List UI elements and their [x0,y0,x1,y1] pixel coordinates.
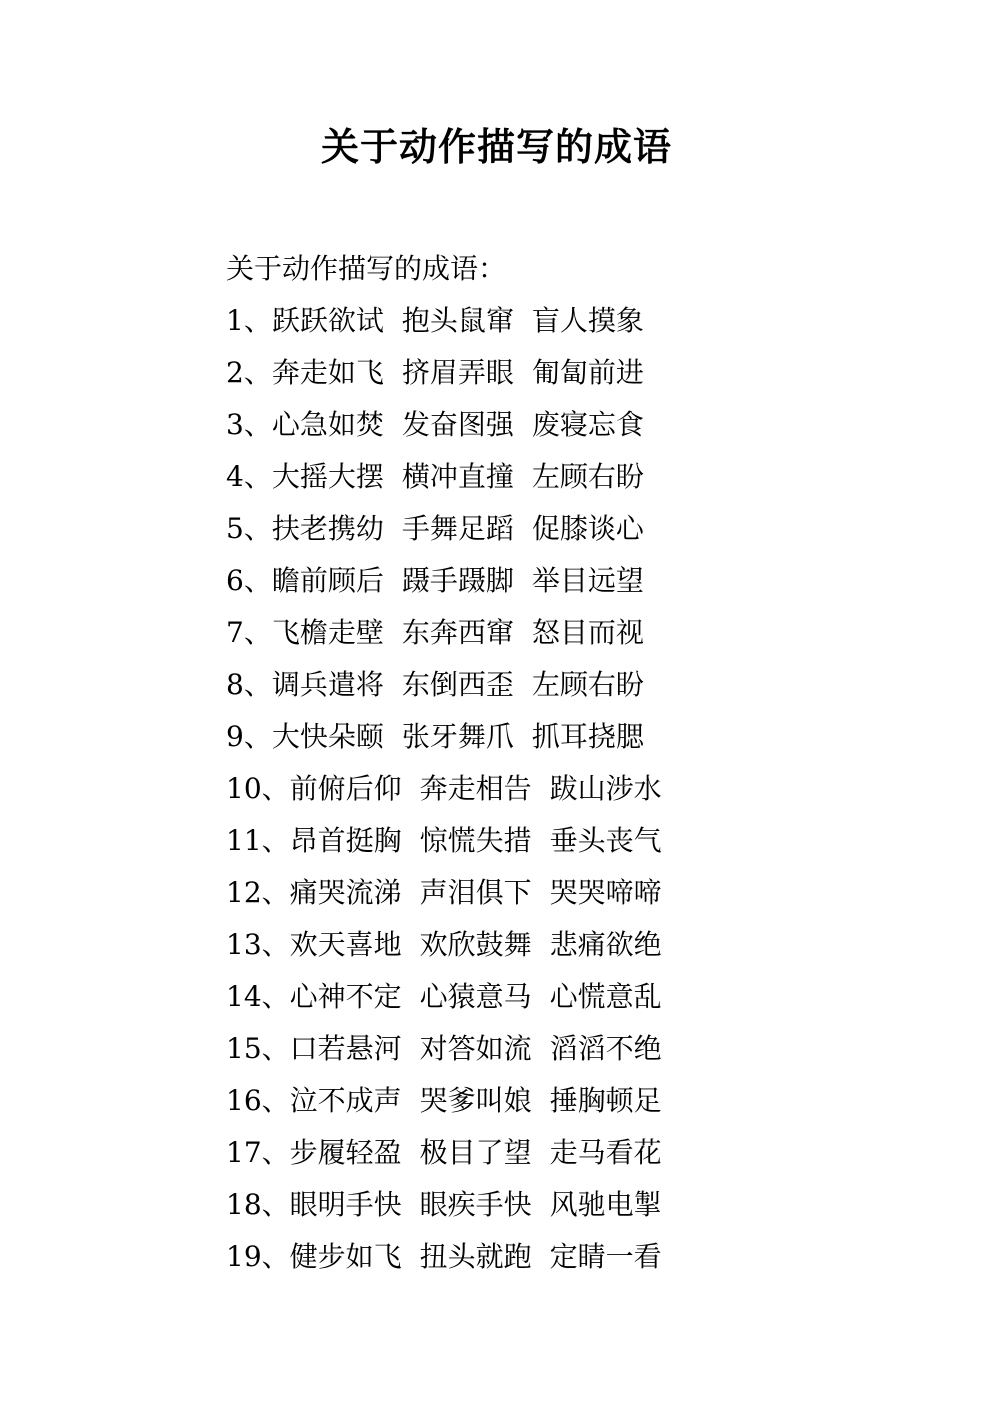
idiom: 奔走如飞 [271,356,384,389]
idiom: 横冲直撞 [401,460,514,493]
idiom: 飞檐走壁 [271,616,384,649]
idiom: 奔走相告 [419,772,532,805]
line-number: 14、 [226,980,290,1013]
idiom: 眼疾手快 [419,1188,532,1221]
idiom: 挤眉弄眼 [401,356,514,389]
idiom-line [226,1131,926,1183]
idiom: 张牙舞爪 [401,720,514,753]
intro-text: 关于动作描写的成语： [226,252,507,285]
line-number: 1、 [226,304,272,337]
idiom: 跋山涉水 [549,772,662,805]
idiom: 眼明手快 [289,1188,402,1221]
idiom-line [226,871,926,923]
idiom-line [226,1235,926,1287]
line-number: 18、 [226,1188,290,1221]
line-number: 7、 [226,616,272,649]
idiom-line [226,611,926,663]
line-number: 11、 [226,824,290,857]
idiom: 大快朵颐 [271,720,384,753]
idiom-line [226,1079,926,1131]
idiom: 盲人摸象 [531,304,644,337]
idiom: 扭头就跑 [419,1240,532,1273]
idiom-line [226,403,926,455]
idiom: 蹑手蹑脚 [401,564,514,597]
idiom: 调兵遣将 [271,668,384,701]
idiom: 哭哭啼啼 [549,876,662,909]
line-number: 10、 [226,772,290,805]
idiom-line [226,507,926,559]
idiom: 健步如飞 [289,1240,402,1273]
idiom: 心慌意乱 [549,980,662,1013]
idiom: 走马看花 [549,1136,662,1169]
idiom-line [226,1183,926,1235]
idiom: 极目了望 [419,1136,532,1169]
idiom: 欢欣鼓舞 [419,928,532,961]
idiom: 痛哭流涕 [289,876,402,909]
idiom: 悲痛欲绝 [549,928,662,961]
idiom-line [226,351,926,403]
idiom-line [226,819,926,871]
idiom-list [226,299,926,1287]
line-number: 3、 [226,408,272,441]
line-number: 5、 [226,512,272,545]
idiom: 泣不成声 [289,1084,402,1117]
idiom: 步履轻盈 [289,1136,402,1169]
line-number: 19、 [226,1240,290,1273]
idiom: 定睛一看 [549,1240,662,1273]
line-number: 12、 [226,876,290,909]
idiom: 心急如焚 [271,408,384,441]
line-number: 15、 [226,1032,290,1065]
idiom: 发奋图强 [401,408,514,441]
page-title: 关于动作描写的成语 [320,125,672,169]
idiom: 促膝谈心 [531,512,644,545]
line-number: 8、 [226,668,272,701]
idiom: 声泪俱下 [419,876,532,909]
idiom: 扶老携幼 [271,512,384,545]
idiom: 匍匐前进 [531,356,644,389]
idiom: 抱头鼠窜 [401,304,514,337]
idiom-line [226,559,926,611]
idiom: 瞻前顾后 [271,564,384,597]
idiom: 怒目而视 [531,616,644,649]
idiom: 左顾右盼 [531,668,644,701]
idiom: 抓耳挠腮 [531,720,644,753]
idiom: 哭爹叫娘 [419,1084,532,1117]
idiom: 跃跃欲试 [271,304,384,337]
idiom-line [226,299,926,351]
idiom-line [226,975,926,1027]
idiom-line [226,663,926,715]
line-number: 17、 [226,1136,290,1169]
idiom: 大摇大摆 [271,460,384,493]
idiom: 心猿意马 [419,980,532,1013]
line-number: 13、 [226,928,290,961]
idiom: 昂首挺胸 [289,824,402,857]
line-number: 6、 [226,564,272,597]
idiom-line [226,715,926,767]
document-body [226,247,926,1287]
idiom: 欢天喜地 [289,928,402,961]
idiom: 风驰电掣 [549,1188,662,1221]
idiom: 东奔西窜 [401,616,514,649]
idiom: 废寝忘食 [531,408,644,441]
idiom: 对答如流 [419,1032,532,1065]
idiom: 左顾右盼 [531,460,644,493]
line-number: 16、 [226,1084,290,1117]
idiom: 垂头丧气 [549,824,662,857]
idiom: 东倒西歪 [401,668,514,701]
idiom: 前俯后仰 [289,772,402,805]
line-number: 4、 [226,460,272,493]
idiom: 口若悬河 [289,1032,402,1065]
idiom: 惊慌失措 [419,824,532,857]
idiom: 捶胸顿足 [549,1084,662,1117]
idiom-line [226,923,926,975]
line-number: 2、 [226,356,272,389]
idiom: 手舞足蹈 [401,512,514,545]
line-number: 9、 [226,720,272,753]
idiom: 举目远望 [531,564,644,597]
idiom-line [226,455,926,507]
idiom-line [226,767,926,819]
idiom-line [226,1027,926,1079]
idiom: 滔滔不绝 [549,1032,662,1065]
idiom: 心神不定 [289,980,402,1013]
